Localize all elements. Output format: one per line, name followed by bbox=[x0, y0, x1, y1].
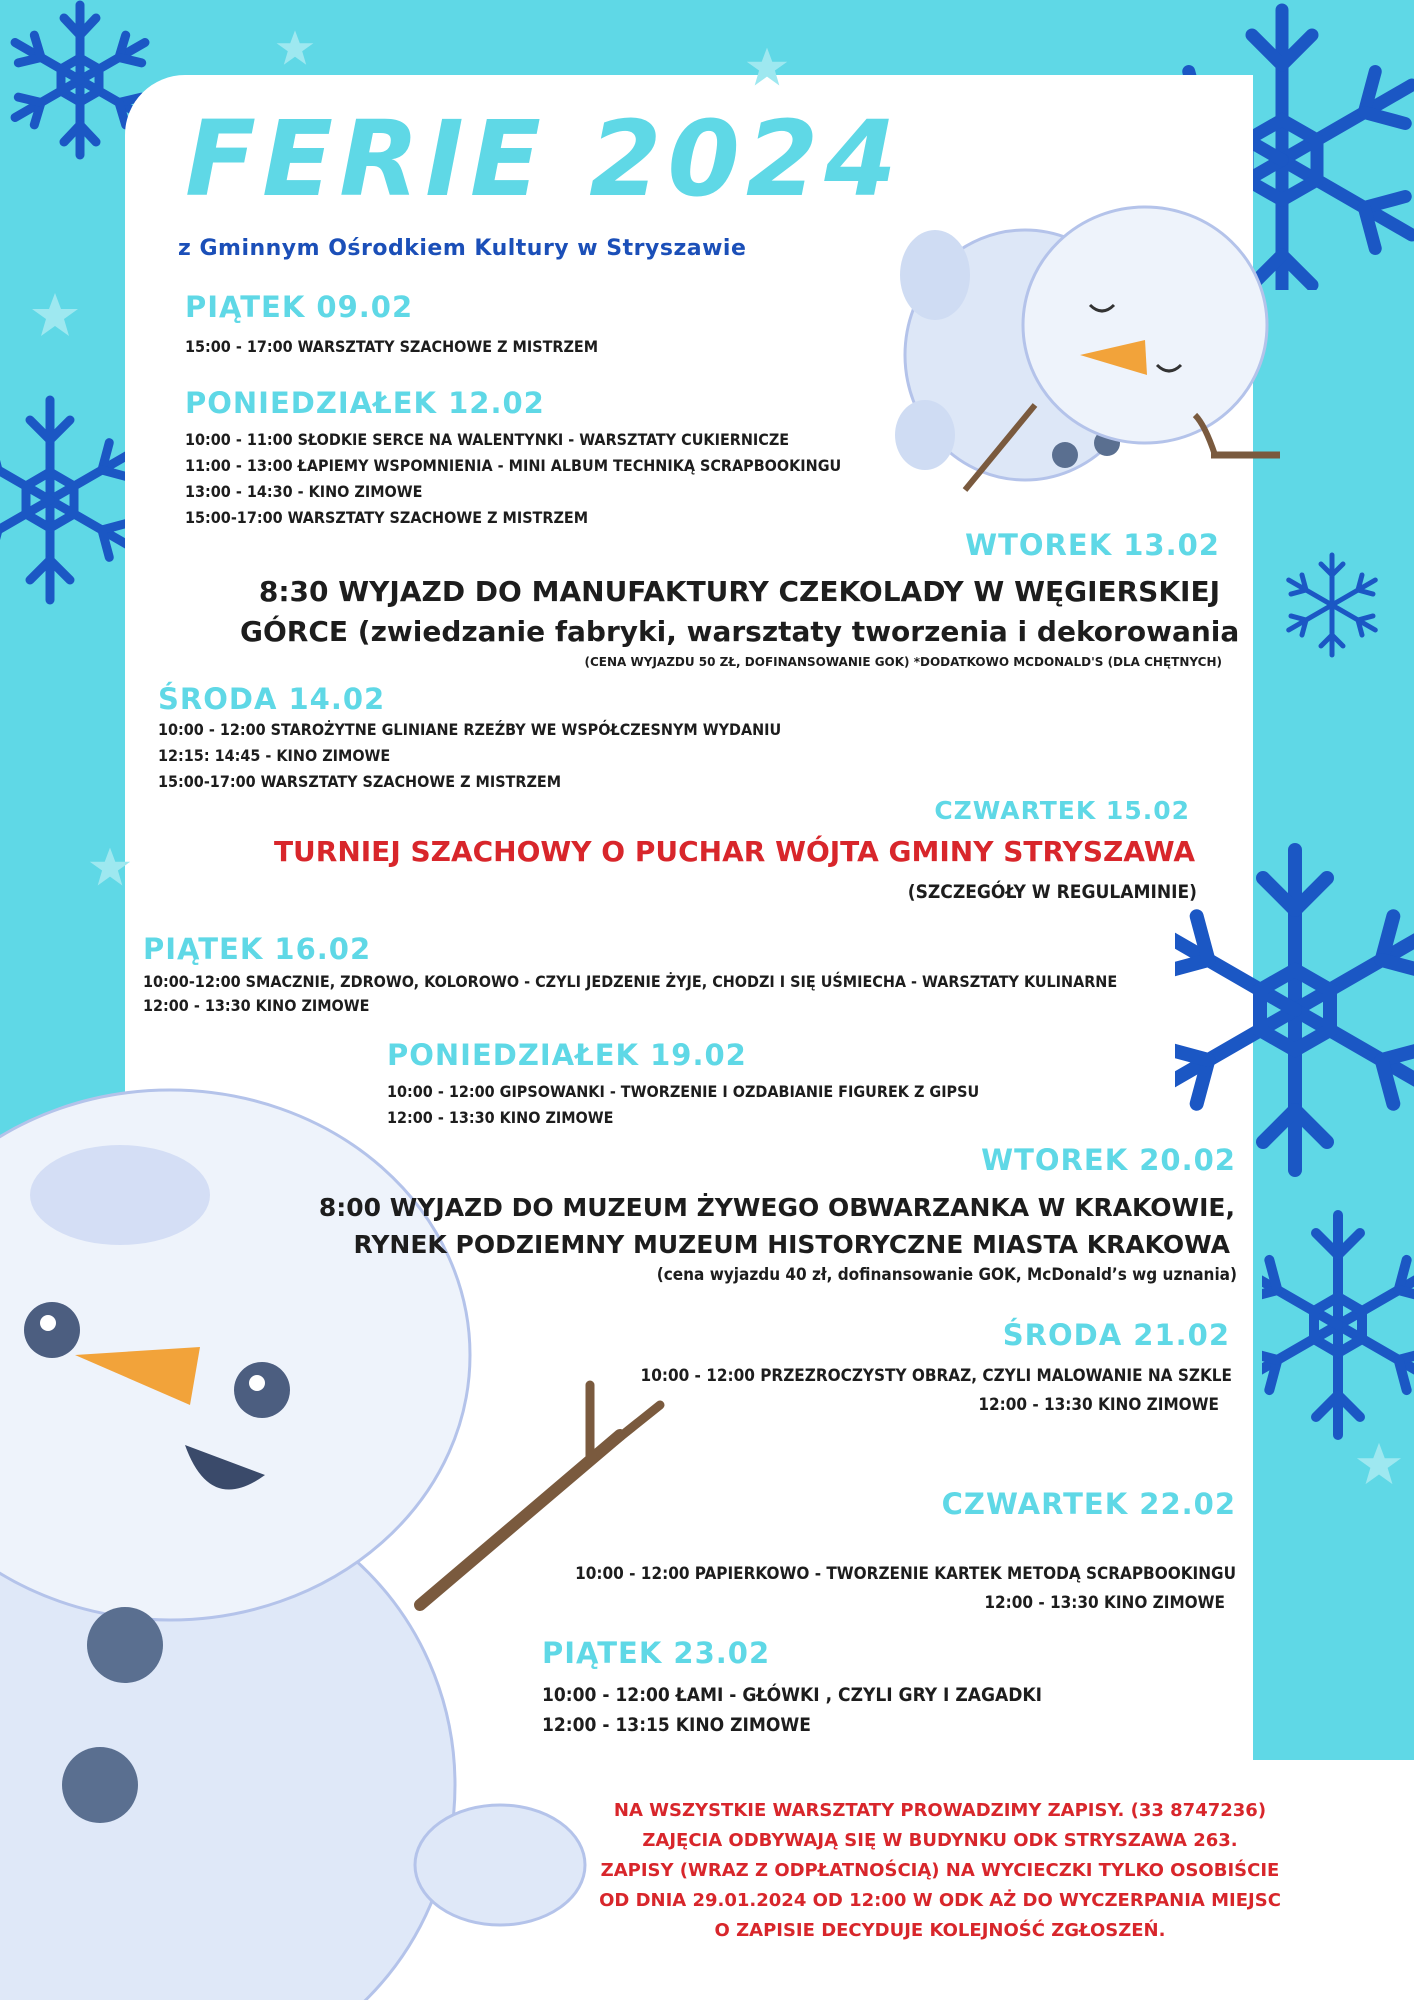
schedule-line: 10:00 - 11:00 SŁODKIE SERCE NA WALENTYNKI - WARSZTATY CUKIERNICZE bbox=[185, 430, 790, 449]
schedule-line: 12:00 - 13:30 KINO ZIMOWE bbox=[387, 1108, 614, 1127]
schedule-line: 12:00 - 13:30 KINO ZIMOWE bbox=[143, 996, 370, 1015]
tournament-note: (SZCZEGÓŁY W REGULAMINIE) bbox=[907, 881, 1197, 903]
page-title: FERIE 2024 bbox=[185, 98, 903, 220]
schedule-line: 13:00 - 14:30 - KINO ZIMOWE bbox=[185, 482, 423, 501]
trip-note: (CENA WYJAZDU 50 ZŁ, DOFINANSOWANIE GOK) *DODATKOWO MCDONALD'S (DLA CHĘTNYCH) bbox=[584, 655, 1222, 669]
schedule-line: 15:00 - 17:00 WARSZTATY SZACHOWE Z MISTRZEM bbox=[185, 337, 599, 356]
schedule-line: 12:00 - 13:15 KINO ZIMOWE bbox=[542, 1714, 811, 1736]
schedule-line: 11:00 - 13:00 ŁAPIEMY WSPOMNIENIA - MINI ALBUM TECHNIKĄ SCRAPBOOKINGU bbox=[185, 456, 842, 475]
schedule-line: 12:00 - 13:30 KINO ZIMOWE bbox=[984, 1593, 1225, 1613]
day-heading: PIĄTEK 09.02 bbox=[185, 290, 414, 324]
day-heading: CZWARTEK 15.02 bbox=[934, 796, 1190, 825]
signup-line: NA WSZYSTKIE WARSZTATY PROWADZIMY ZAPISY. (33 8747236) bbox=[613, 1800, 1267, 1821]
star-icon bbox=[1355, 1440, 1403, 1488]
snowflake-icon bbox=[0, 390, 140, 610]
signup-line: OD DNIA 29.01.2024 OD 12:00 W ODK AŻ DO WYCZERPANIA MIEJSC bbox=[599, 1890, 1281, 1911]
schedule-line: 10:00-12:00 SMACZNIE, ZDROWO, KOLOROWO - CZYLI JEDZENIE ŻYJE, CHODZI I SIĘ UŚMIECHA - WARSZTATY KULINARNE bbox=[143, 972, 1118, 991]
snowflake-icon bbox=[1280, 550, 1384, 660]
schedule-line: 10:00 - 12:00 GIPSOWANKI - TWORZENIE I OZDABIANIE FIGUREK Z GIPSU bbox=[387, 1082, 980, 1101]
schedule-line: 12:15: 14:45 - KINO ZIMOWE bbox=[158, 746, 391, 765]
schedule-line: 12:00 - 13:30 KINO ZIMOWE bbox=[978, 1395, 1219, 1415]
star-icon bbox=[745, 45, 789, 89]
schedule-line: 10:00 - 12:00 PAPIERKOWO - TWORZENIE KARTEK METODĄ SCRAPBOOKINGU bbox=[575, 1564, 1236, 1584]
signup-line: ZAJĘCIA ODBYWAJĄ SIĘ W BUDYNKU ODK STRYSZAWA 263. bbox=[642, 1830, 1238, 1851]
day-heading: PONIEDZIAŁEK 19.02 bbox=[387, 1038, 747, 1072]
page-subtitle: z Gminnym Ośrodkiem Kultury w Stryszawie bbox=[178, 236, 747, 261]
schedule-line: 10:00 - 12:00 ŁAMI - GŁÓWKI , CZYLI GRY I ZAGADKI bbox=[542, 1684, 1042, 1706]
schedule-line: 15:00-17:00 WARSZTATY SZACHOWE Z MISTRZEM bbox=[158, 772, 562, 791]
star-icon bbox=[275, 28, 315, 68]
star-icon bbox=[88, 845, 132, 889]
snowman-illustration bbox=[885, 205, 1280, 500]
day-heading: PIĄTEK 16.02 bbox=[143, 932, 372, 966]
schedule-line: 15:00-17:00 WARSZTATY SZACHOWE Z MISTRZEM bbox=[185, 508, 589, 527]
trip-description: 8:30 WYJAZD DO MANUFAKTURY CZEKOLADY W WĘGIERSKIEJ bbox=[258, 575, 1220, 608]
signup-line: ZAPISY (WRAZ Z ODPŁATNOŚCIĄ) NA WYCIECZKI TYLKO OSOBIŚCIE bbox=[600, 1860, 1280, 1881]
signup-line: O ZAPISIE DECYDUJE KOLEJNOŚĆ ZGŁOSZEŃ. bbox=[714, 1920, 1166, 1941]
schedule-line: 10:00 - 12:00 PRZEZROCZYSTY OBRAZ, CZYLI MALOWANIE NA SZKLE bbox=[640, 1366, 1232, 1386]
trip-description: GÓRCE (zwiedzanie fabryki, warsztaty tworzenia i dekorowania bbox=[240, 615, 1240, 648]
day-heading: WTOREK 20.02 bbox=[981, 1143, 1236, 1177]
day-heading: PIĄTEK 23.02 bbox=[542, 1636, 771, 1670]
snowflake-icon bbox=[1262, 1205, 1414, 1445]
trip-note: (cena wyjazdu 40 zł, dofinansowanie GOK, McDonald’s wg uznania) bbox=[656, 1265, 1237, 1285]
tournament-title: TURNIEJ SZACHOWY O PUCHAR WÓJTA GMINY STRYSZAWA bbox=[273, 835, 1195, 868]
signup-info bbox=[560, 1796, 1320, 1946]
snowflake-icon bbox=[1175, 840, 1414, 1180]
trip-description: 8:00 WYJAZD DO MUZEUM ŻYWEGO OBWARZANKA W KRAKOWIE, bbox=[318, 1193, 1235, 1222]
day-heading: WTOREK 13.02 bbox=[965, 528, 1220, 562]
schedule-line: 10:00 - 12:00 STAROŻYTNE GLINIANE RZEŹBY WE WSPÓŁCZESNYM WYDANIU bbox=[158, 720, 782, 739]
day-heading: ŚRODA 14.02 bbox=[158, 682, 386, 716]
trip-description: RYNEK PODZIEMNY MUZEUM HISTORYCZNE MIASTA KRAKOWA bbox=[353, 1230, 1230, 1259]
day-heading: ŚRODA 21.02 bbox=[1002, 1318, 1230, 1352]
day-heading: CZWARTEK 22.02 bbox=[941, 1487, 1236, 1521]
day-heading: PONIEDZIAŁEK 12.02 bbox=[185, 386, 545, 420]
star-icon bbox=[30, 290, 80, 340]
